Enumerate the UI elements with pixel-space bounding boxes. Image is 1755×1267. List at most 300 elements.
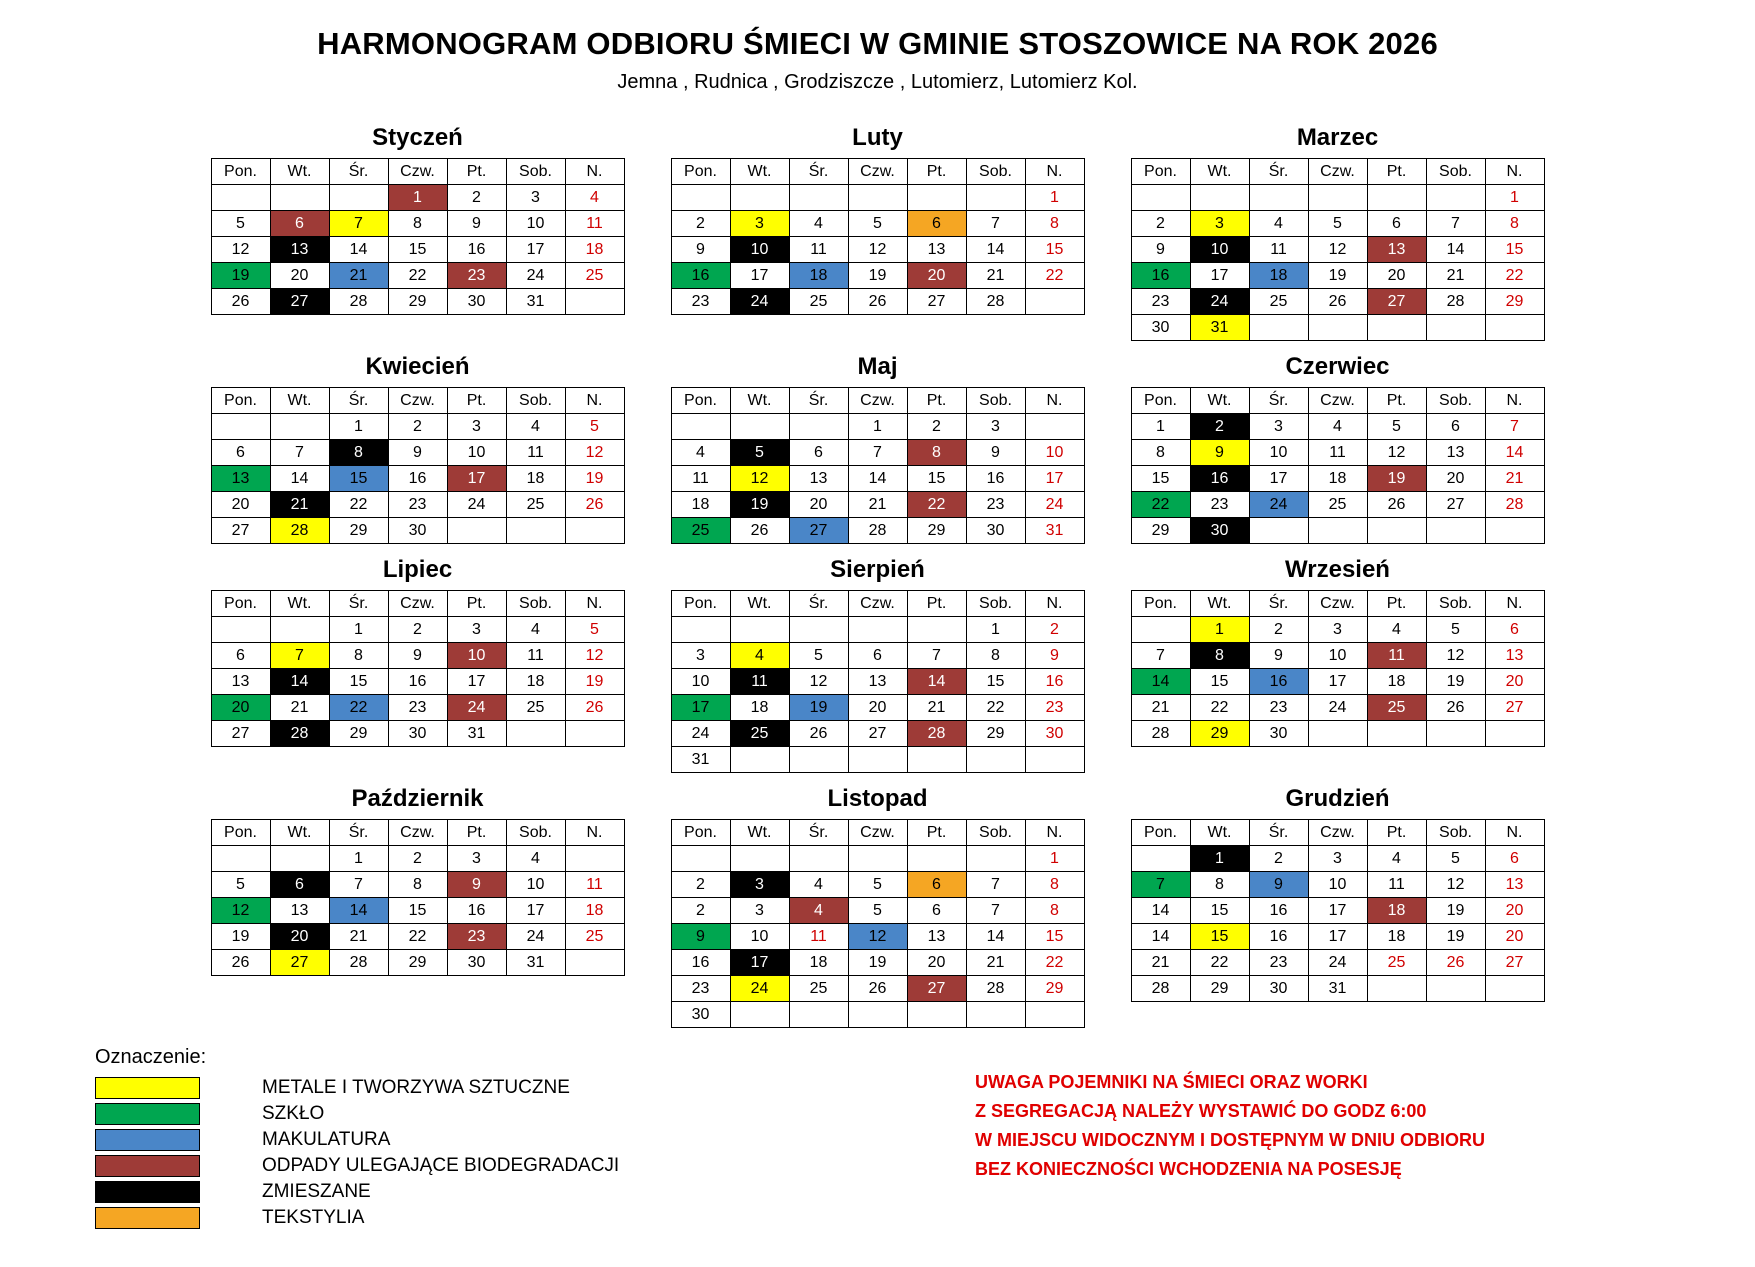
month-table: [671, 158, 1085, 315]
day-cell: 16: [388, 466, 447, 492]
day-cell: 1: [1025, 846, 1084, 872]
weekday-header: Pon.: [671, 159, 730, 185]
empty-cell: [565, 721, 624, 747]
empty-cell: [565, 289, 624, 315]
day-cell: 24: [671, 721, 730, 747]
weekday-header: Wt.: [730, 591, 789, 617]
day-cell: 17: [671, 695, 730, 721]
day-cell: 1: [1485, 185, 1544, 211]
day-cell: 29: [329, 518, 388, 544]
day-cell: 3: [671, 643, 730, 669]
empty-cell: [1485, 721, 1544, 747]
day-cell: 15: [1190, 898, 1249, 924]
empty-cell: [211, 185, 270, 211]
day-cell: 19: [848, 263, 907, 289]
week-row: [1131, 237, 1544, 263]
day-cell: 10: [730, 237, 789, 263]
empty-cell: [907, 747, 966, 773]
day-cell: 25: [789, 289, 848, 315]
weekday-header: Sob.: [966, 820, 1025, 846]
legend-item-paper: [95, 1127, 855, 1153]
weekday-header: Sob.: [1426, 820, 1485, 846]
empty-cell: [565, 846, 624, 872]
day-cell: 29: [907, 518, 966, 544]
day-cell: 5: [1367, 414, 1426, 440]
weekday-header: Pt.: [447, 591, 506, 617]
empty-cell: [1308, 315, 1367, 341]
empty-cell: [270, 846, 329, 872]
empty-cell: [270, 185, 329, 211]
day-cell: 29: [1485, 289, 1544, 315]
week-row: [211, 669, 624, 695]
day-cell: 2: [1249, 617, 1308, 643]
day-cell: 19: [211, 924, 270, 950]
day-cell: 18: [506, 669, 565, 695]
day-cell: 10: [1025, 440, 1084, 466]
day-cell: 17: [447, 466, 506, 492]
day-cell: 9: [671, 924, 730, 950]
day-cell: 11: [789, 237, 848, 263]
week-row: [1131, 924, 1544, 950]
week-row: [1131, 440, 1544, 466]
week-row: [211, 950, 624, 976]
day-cell: 8: [329, 643, 388, 669]
weekday-header: Sob.: [506, 820, 565, 846]
legend-color-swatch: [95, 1129, 200, 1151]
day-cell: 6: [1485, 617, 1544, 643]
day-cell: 11: [730, 669, 789, 695]
empty-cell: [565, 518, 624, 544]
day-cell: 3: [1249, 414, 1308, 440]
day-cell: 13: [1367, 237, 1426, 263]
day-cell: 22: [1131, 492, 1190, 518]
day-cell: 26: [1426, 950, 1485, 976]
day-cell: 24: [447, 492, 506, 518]
empty-cell: [907, 846, 966, 872]
week-row: [1131, 721, 1544, 747]
day-cell: 30: [671, 1002, 730, 1028]
day-cell: 24: [506, 924, 565, 950]
month-table: [1131, 158, 1545, 341]
week-row: [211, 263, 624, 289]
day-cell: 16: [1249, 669, 1308, 695]
day-cell: 11: [1367, 872, 1426, 898]
notice-line: BEZ KONIECZNOŚCI WCHODZENIA NA POSESJĘ: [975, 1159, 1402, 1180]
week-row: [1131, 315, 1544, 341]
weekday-header: Czw.: [388, 388, 447, 414]
empty-cell: [1190, 185, 1249, 211]
day-cell: 16: [1249, 898, 1308, 924]
legend-label: ZMIESZANE: [262, 1181, 371, 1202]
legend-color-swatch: [95, 1181, 200, 1203]
day-cell: 24: [1308, 695, 1367, 721]
day-cell: 10: [671, 669, 730, 695]
legend-color-swatch: [95, 1207, 200, 1229]
day-cell: 14: [966, 924, 1025, 950]
day-cell: 9: [1249, 643, 1308, 669]
week-row: [671, 289, 1084, 315]
day-cell: 23: [388, 695, 447, 721]
weekday-header-row: [211, 159, 624, 185]
day-cell: 19: [565, 669, 624, 695]
empty-cell: [565, 950, 624, 976]
day-cell: 10: [1308, 643, 1367, 669]
day-cell: 12: [1367, 440, 1426, 466]
month-title: Maj: [857, 353, 898, 380]
day-cell: 16: [447, 898, 506, 924]
weekday-header: N.: [1025, 820, 1084, 846]
day-cell: 5: [848, 872, 907, 898]
day-cell: 8: [1025, 898, 1084, 924]
legend-label: MAKULATURA: [262, 1129, 391, 1150]
weekday-header: Pt.: [907, 591, 966, 617]
week-row: [1131, 872, 1544, 898]
week-row: [211, 518, 624, 544]
weekday-header: Sob.: [506, 591, 565, 617]
day-cell: 27: [848, 721, 907, 747]
day-cell: 6: [1485, 846, 1544, 872]
day-cell: 21: [329, 924, 388, 950]
weekday-header: Wt.: [730, 388, 789, 414]
day-cell: 26: [848, 289, 907, 315]
empty-cell: [447, 518, 506, 544]
day-cell: 28: [907, 721, 966, 747]
day-cell: 29: [1190, 721, 1249, 747]
week-row: [671, 721, 1084, 747]
week-row: [671, 747, 1084, 773]
day-cell: 11: [789, 924, 848, 950]
day-cell: 11: [506, 643, 565, 669]
weekday-header: Wt.: [1190, 591, 1249, 617]
day-cell: 9: [388, 643, 447, 669]
day-cell: 18: [671, 492, 730, 518]
legend: [95, 1046, 855, 1231]
empty-cell: [730, 414, 789, 440]
legend-label: SZKŁO: [262, 1103, 325, 1124]
day-cell: 9: [1025, 643, 1084, 669]
day-cell: 23: [1025, 695, 1084, 721]
month-marzec: [1108, 112, 1568, 341]
day-cell: 27: [789, 518, 848, 544]
weekday-header: Pt.: [447, 820, 506, 846]
day-cell: 30: [1190, 518, 1249, 544]
week-row: [211, 237, 624, 263]
day-cell: 1: [1190, 617, 1249, 643]
day-cell: 2: [447, 185, 506, 211]
day-cell: 21: [966, 950, 1025, 976]
weekday-header: Pt.: [907, 388, 966, 414]
empty-cell: [211, 414, 270, 440]
week-row: [1131, 211, 1544, 237]
month-title: Wrzesień: [1285, 556, 1390, 583]
day-cell: 30: [966, 518, 1025, 544]
weekday-header: N.: [1485, 820, 1544, 846]
day-cell: 14: [329, 237, 388, 263]
empty-cell: [1308, 518, 1367, 544]
month-table: [1131, 387, 1545, 544]
day-cell: 17: [1308, 898, 1367, 924]
day-cell: 19: [1426, 898, 1485, 924]
day-cell: 28: [270, 721, 329, 747]
day-cell: 18: [789, 950, 848, 976]
weekday-header: Czw.: [848, 159, 907, 185]
day-cell: 8: [1485, 211, 1544, 237]
week-row: [211, 617, 624, 643]
weekday-header: Pon.: [671, 591, 730, 617]
weekday-header: Wt.: [270, 388, 329, 414]
day-cell: 2: [1131, 211, 1190, 237]
day-cell: 22: [329, 492, 388, 518]
week-row: [1131, 976, 1544, 1002]
day-cell: 21: [907, 695, 966, 721]
empty-cell: [848, 185, 907, 211]
empty-cell: [1426, 315, 1485, 341]
day-cell: 10: [1249, 440, 1308, 466]
day-cell: 27: [270, 289, 329, 315]
day-cell: 16: [671, 950, 730, 976]
day-cell: 15: [329, 466, 388, 492]
schedule-page: [0, 26, 1755, 1267]
weekday-header: Wt.: [730, 820, 789, 846]
day-cell: 23: [1190, 492, 1249, 518]
day-cell: 6: [270, 211, 329, 237]
weekday-header: Wt.: [730, 159, 789, 185]
empty-cell: [1426, 518, 1485, 544]
day-cell: 18: [1367, 924, 1426, 950]
week-row: [1131, 492, 1544, 518]
day-cell: 8: [1190, 872, 1249, 898]
day-cell: 15: [1190, 669, 1249, 695]
week-row: [671, 185, 1084, 211]
month-lipiec: [188, 544, 648, 773]
day-cell: 13: [211, 466, 270, 492]
empty-cell: [1249, 185, 1308, 211]
empty-cell: [1426, 721, 1485, 747]
day-cell: 7: [1131, 643, 1190, 669]
day-cell: 29: [1025, 976, 1084, 1002]
empty-cell: [211, 846, 270, 872]
month-table: [211, 158, 625, 315]
week-row: [671, 872, 1084, 898]
weekday-header-row: [211, 591, 624, 617]
day-cell: 30: [447, 950, 506, 976]
day-cell: 3: [730, 872, 789, 898]
day-cell: 20: [211, 695, 270, 721]
weekday-header: Czw.: [1308, 591, 1367, 617]
week-row: [671, 518, 1084, 544]
day-cell: 6: [907, 898, 966, 924]
day-cell: 22: [388, 263, 447, 289]
day-cell: 12: [565, 440, 624, 466]
day-cell: 10: [447, 643, 506, 669]
week-row: [211, 924, 624, 950]
day-cell: 23: [1131, 289, 1190, 315]
day-cell: 21: [1131, 950, 1190, 976]
day-cell: 7: [907, 643, 966, 669]
weekday-header: Sob.: [1426, 388, 1485, 414]
day-cell: 9: [447, 211, 506, 237]
weekday-header: N.: [565, 159, 624, 185]
week-row: [211, 466, 624, 492]
day-cell: 20: [1485, 669, 1544, 695]
notice-line: UWAGA POJEMNIKI NA ŚMIECI ORAZ WORKI: [975, 1072, 1368, 1092]
day-cell: 24: [730, 976, 789, 1002]
weekday-header: Śr.: [329, 591, 388, 617]
empty-cell: [1025, 747, 1084, 773]
day-cell: 27: [907, 976, 966, 1002]
day-cell: 23: [671, 976, 730, 1002]
day-cell: 23: [447, 924, 506, 950]
day-cell: 12: [1426, 643, 1485, 669]
empty-cell: [1131, 846, 1190, 872]
day-cell: 26: [1308, 289, 1367, 315]
weekday-header: Czw.: [848, 388, 907, 414]
day-cell: 25: [565, 924, 624, 950]
day-cell: 25: [671, 518, 730, 544]
day-cell: 5: [848, 898, 907, 924]
day-cell: 2: [671, 211, 730, 237]
empty-cell: [1426, 185, 1485, 211]
empty-cell: [671, 414, 730, 440]
month-title: Marzec: [1296, 124, 1379, 151]
day-cell: 12: [1426, 872, 1485, 898]
day-cell: 4: [671, 440, 730, 466]
day-cell: 22: [388, 924, 447, 950]
day-cell: 6: [907, 211, 966, 237]
day-cell: 28: [848, 518, 907, 544]
weekday-header: Pt.: [1367, 388, 1426, 414]
day-cell: 18: [565, 237, 624, 263]
week-row: [211, 846, 624, 872]
week-row: [1131, 518, 1544, 544]
month-table: [1131, 819, 1545, 1002]
day-cell: 22: [1190, 695, 1249, 721]
week-row: [671, 976, 1084, 1002]
day-cell: 29: [388, 950, 447, 976]
day-cell: 28: [270, 518, 329, 544]
day-cell: 13: [270, 237, 329, 263]
weekday-header: Śr.: [1249, 159, 1308, 185]
day-cell: 9: [671, 237, 730, 263]
empty-cell: [1131, 617, 1190, 643]
weekday-header: Pt.: [907, 159, 966, 185]
day-cell: 31: [671, 747, 730, 773]
empty-cell: [1249, 315, 1308, 341]
empty-cell: [1308, 721, 1367, 747]
weekday-header: Pon.: [1131, 591, 1190, 617]
day-cell: 5: [1426, 617, 1485, 643]
day-cell: 6: [1426, 414, 1485, 440]
week-row: [671, 695, 1084, 721]
month-table: [211, 590, 625, 747]
week-row: [671, 211, 1084, 237]
weekday-header: Czw.: [388, 591, 447, 617]
empty-cell: [1025, 414, 1084, 440]
day-cell: 11: [1367, 643, 1426, 669]
day-cell: 17: [1308, 669, 1367, 695]
day-cell: 7: [966, 211, 1025, 237]
empty-cell: [966, 1002, 1025, 1028]
empty-cell: [730, 747, 789, 773]
empty-cell: [730, 1002, 789, 1028]
day-cell: 24: [1308, 950, 1367, 976]
weekday-header: Czw.: [388, 820, 447, 846]
day-cell: 15: [1190, 924, 1249, 950]
month-table: [671, 590, 1085, 773]
day-cell: 6: [211, 643, 270, 669]
day-cell: 2: [671, 898, 730, 924]
day-cell: 8: [329, 440, 388, 466]
weekday-header: Sob.: [1426, 591, 1485, 617]
week-row: [1131, 185, 1544, 211]
weekday-header-row: [1131, 388, 1544, 414]
day-cell: 26: [211, 289, 270, 315]
weekday-header: Wt.: [270, 591, 329, 617]
day-cell: 3: [730, 898, 789, 924]
day-cell: 28: [1426, 289, 1485, 315]
empty-cell: [848, 846, 907, 872]
day-cell: 8: [1025, 211, 1084, 237]
day-cell: 8: [907, 440, 966, 466]
week-row: [1131, 846, 1544, 872]
day-cell: 4: [506, 846, 565, 872]
day-cell: 4: [1249, 211, 1308, 237]
week-row: [211, 414, 624, 440]
day-cell: 2: [907, 414, 966, 440]
day-cell: 16: [1249, 924, 1308, 950]
day-cell: 23: [966, 492, 1025, 518]
weekday-header: Czw.: [848, 820, 907, 846]
weekday-header: Czw.: [388, 159, 447, 185]
day-cell: 13: [1485, 872, 1544, 898]
day-cell: 16: [671, 263, 730, 289]
day-cell: 12: [848, 237, 907, 263]
day-cell: 10: [506, 872, 565, 898]
day-cell: 7: [329, 872, 388, 898]
day-cell: 7: [270, 440, 329, 466]
day-cell: 30: [388, 721, 447, 747]
weekday-header: Pon.: [1131, 820, 1190, 846]
day-cell: 9: [447, 872, 506, 898]
day-cell: 29: [966, 721, 1025, 747]
weekday-header: Sob.: [506, 159, 565, 185]
day-cell: 14: [1131, 924, 1190, 950]
empty-cell: [1485, 518, 1544, 544]
month-title: Kwiecień: [365, 353, 470, 380]
weekday-header: Pt.: [1367, 159, 1426, 185]
day-cell: 3: [1308, 617, 1367, 643]
weekday-header: Śr.: [329, 388, 388, 414]
day-cell: 14: [907, 669, 966, 695]
day-cell: 12: [789, 669, 848, 695]
day-cell: 7: [1426, 211, 1485, 237]
empty-cell: [506, 518, 565, 544]
day-cell: 1: [1131, 414, 1190, 440]
empty-cell: [730, 846, 789, 872]
month-table: [671, 819, 1085, 1028]
day-cell: 29: [329, 721, 388, 747]
day-cell: 14: [270, 669, 329, 695]
day-cell: 3: [1308, 846, 1367, 872]
day-cell: 24: [447, 695, 506, 721]
weekday-header: Śr.: [789, 591, 848, 617]
day-cell: 18: [565, 898, 624, 924]
legend-color-swatch: [95, 1155, 200, 1177]
week-row: [671, 950, 1084, 976]
month-grudzień: [1108, 773, 1568, 1028]
week-row: [671, 466, 1084, 492]
empty-cell: [789, 414, 848, 440]
